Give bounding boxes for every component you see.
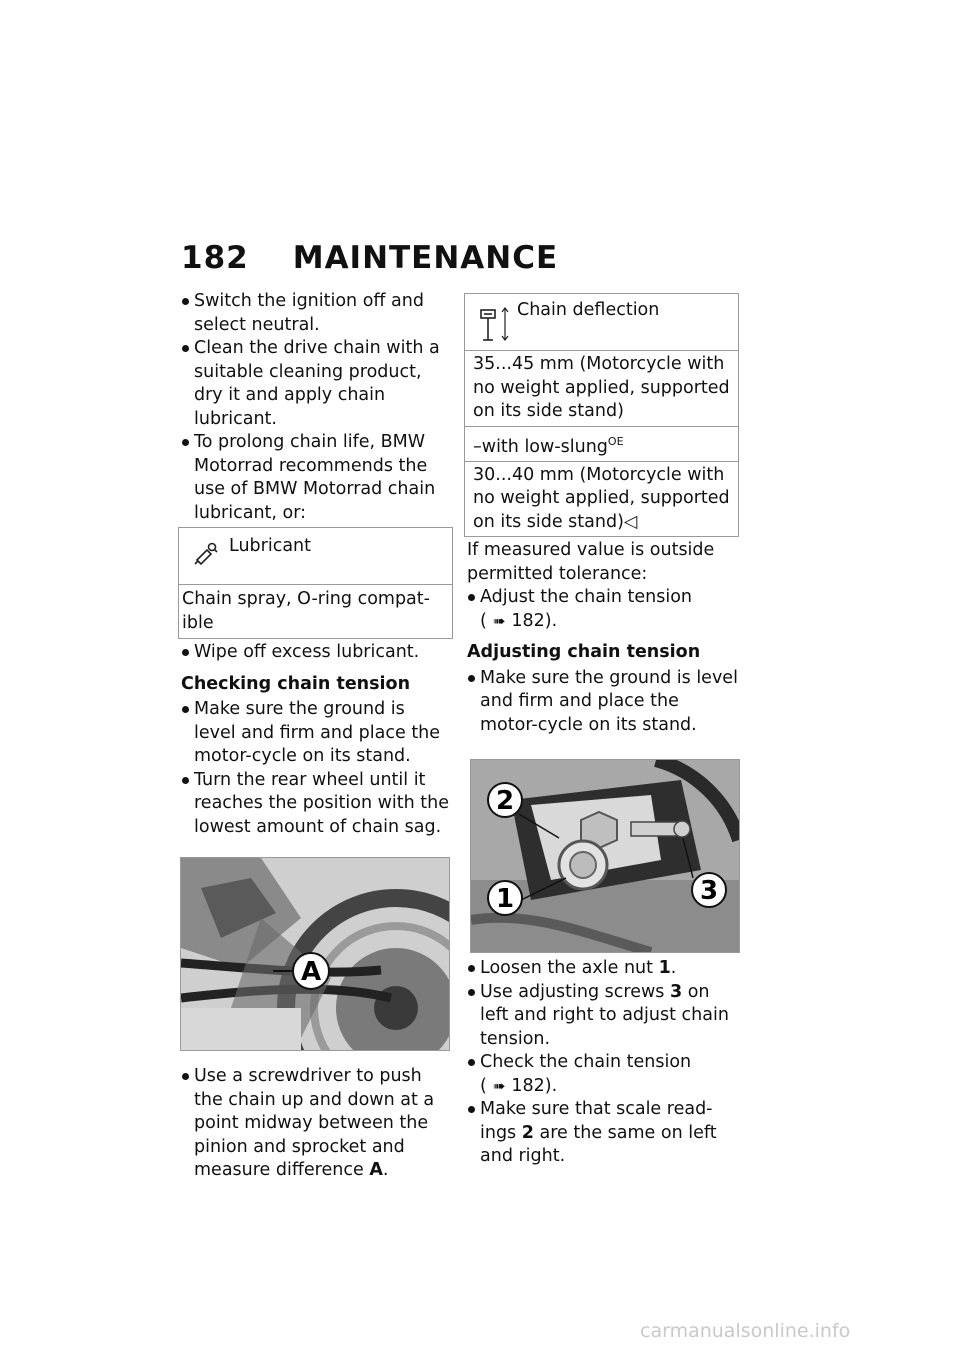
- spec-box-header: [465, 294, 738, 351]
- list-item: Clean the drive chain with a suitable cleaning product, dry it and apply chain lubricant.: [181, 337, 451, 431]
- callout-2: 2: [495, 786, 515, 817]
- scale-text-1: Make sure that scale read-ings: [480, 1099, 713, 1143]
- adjust-text: Adjust the chain tension: [480, 587, 692, 608]
- measure-end: .: [382, 1160, 389, 1180]
- list-item: Switch the ignition off and select neutral.: [181, 290, 451, 337]
- figure-chain-sag: [180, 857, 450, 1051]
- list-item: Make sure the ground is level and firm and place the motor-cycle on its stand.: [467, 667, 739, 738]
- spec-value-standard: 35...45 mm (Motorcycle with no weight applied, supported on its side stand): [465, 351, 738, 427]
- list-item: Adjust the chain tension ( ➠ 182).: [467, 586, 739, 633]
- page-header: [181, 240, 558, 276]
- bullet-list-prep: [181, 290, 451, 525]
- spec-box-label: Lubricant: [229, 536, 311, 556]
- left-column: [181, 290, 451, 1183]
- callout-3: 3: [699, 876, 719, 907]
- spec-box-value: Chain spray, O-ring compat-ible: [182, 589, 430, 633]
- screws-text-1: Use adjusting screws: [480, 981, 670, 1002]
- variant-label: –with low-slung: [473, 436, 608, 457]
- page-number: 182: [181, 240, 249, 276]
- measure-text: Use a screwdriver to push the chain up and down at a point midway between the pinion and sprocket and measure difference: [194, 1066, 435, 1180]
- spec-box-label: Chain deflection: [517, 300, 660, 320]
- adjust-ref[interactable]: 182).: [511, 610, 558, 631]
- scale-text-2: are the same on left and right.: [480, 1122, 717, 1167]
- section-title: MAINTENANCE: [292, 240, 559, 276]
- list-item: Wipe off excess lubricant.: [181, 641, 451, 665]
- bullet-list-level: [467, 667, 739, 738]
- scale-ref: 2: [521, 1122, 534, 1143]
- list-item: Make sure the ground is level and firm and place the motor-cycle on its stand.: [181, 698, 451, 769]
- list-item: Check the chain tension ( ➠ 182).: [467, 1051, 739, 1098]
- chain-deflection-spec-box: [464, 293, 739, 537]
- list-item: Turn the rear wheel until it reaches the position with the lowest amount of chain sag.: [181, 769, 451, 840]
- axle-ref: 1: [658, 958, 671, 979]
- deflection-gauge-icon: [479, 306, 513, 352]
- page-ref-arrow-icon: ➠: [492, 1076, 506, 1095]
- list-item: [467, 957, 739, 981]
- callout-1: 1: [495, 884, 515, 915]
- variant-sup: OE: [607, 434, 624, 448]
- list-item: [467, 1098, 739, 1169]
- list-item: [467, 981, 739, 1052]
- section-heading-checking: Checking chain tension: [181, 673, 411, 694]
- list-item: [181, 1065, 451, 1183]
- bullet-list-wipe: [181, 641, 451, 665]
- bullet-list-adjusting: [467, 957, 739, 1169]
- page-ref-arrow-icon: ➠: [492, 611, 506, 630]
- check-ref[interactable]: 182).: [511, 1075, 558, 1096]
- right-column: [467, 290, 739, 1169]
- lubricant-icon: [193, 540, 219, 574]
- low-slung-value-text: 30...40 mm (Motorcycle with no weight applied, supported on its side stand): [473, 464, 730, 532]
- spec-value-low-slung: [465, 462, 738, 537]
- screws-text-2: on left and right to adjust chain tension.: [480, 981, 729, 1049]
- spec-variant-low-slung: [465, 427, 738, 462]
- site-watermark: carmanualsonline.info: [640, 1320, 851, 1342]
- axle-end: .: [670, 958, 677, 979]
- callout-a: A: [300, 957, 322, 987]
- axle-text: Loosen the axle nut: [480, 958, 659, 979]
- screws-ref: 3: [669, 981, 683, 1002]
- chain-sag-illustration: [181, 858, 449, 1050]
- measure-ref: A: [369, 1160, 383, 1180]
- adjusters-illustration: [471, 760, 739, 952]
- bullet-list-checking: [181, 698, 451, 839]
- tolerance-text: If measured value is outside permitted tolerance:: [467, 540, 715, 584]
- end-mark-icon: ◁: [623, 511, 638, 532]
- section-heading-adjusting: Adjusting chain tension: [467, 642, 701, 663]
- bullet-list-measure: [181, 1065, 451, 1183]
- list-item: To prolong chain life, BMW Motorrad recommends the use of BMW Motorrad chain lubricant, or:: [181, 431, 451, 525]
- spec-box-header: [179, 528, 452, 585]
- check-text: Check the chain tension: [480, 1052, 692, 1073]
- lubricant-spec-box: [178, 527, 453, 639]
- figure-adjusters: [470, 759, 740, 953]
- bullet-list-adjust-ref: [467, 586, 739, 633]
